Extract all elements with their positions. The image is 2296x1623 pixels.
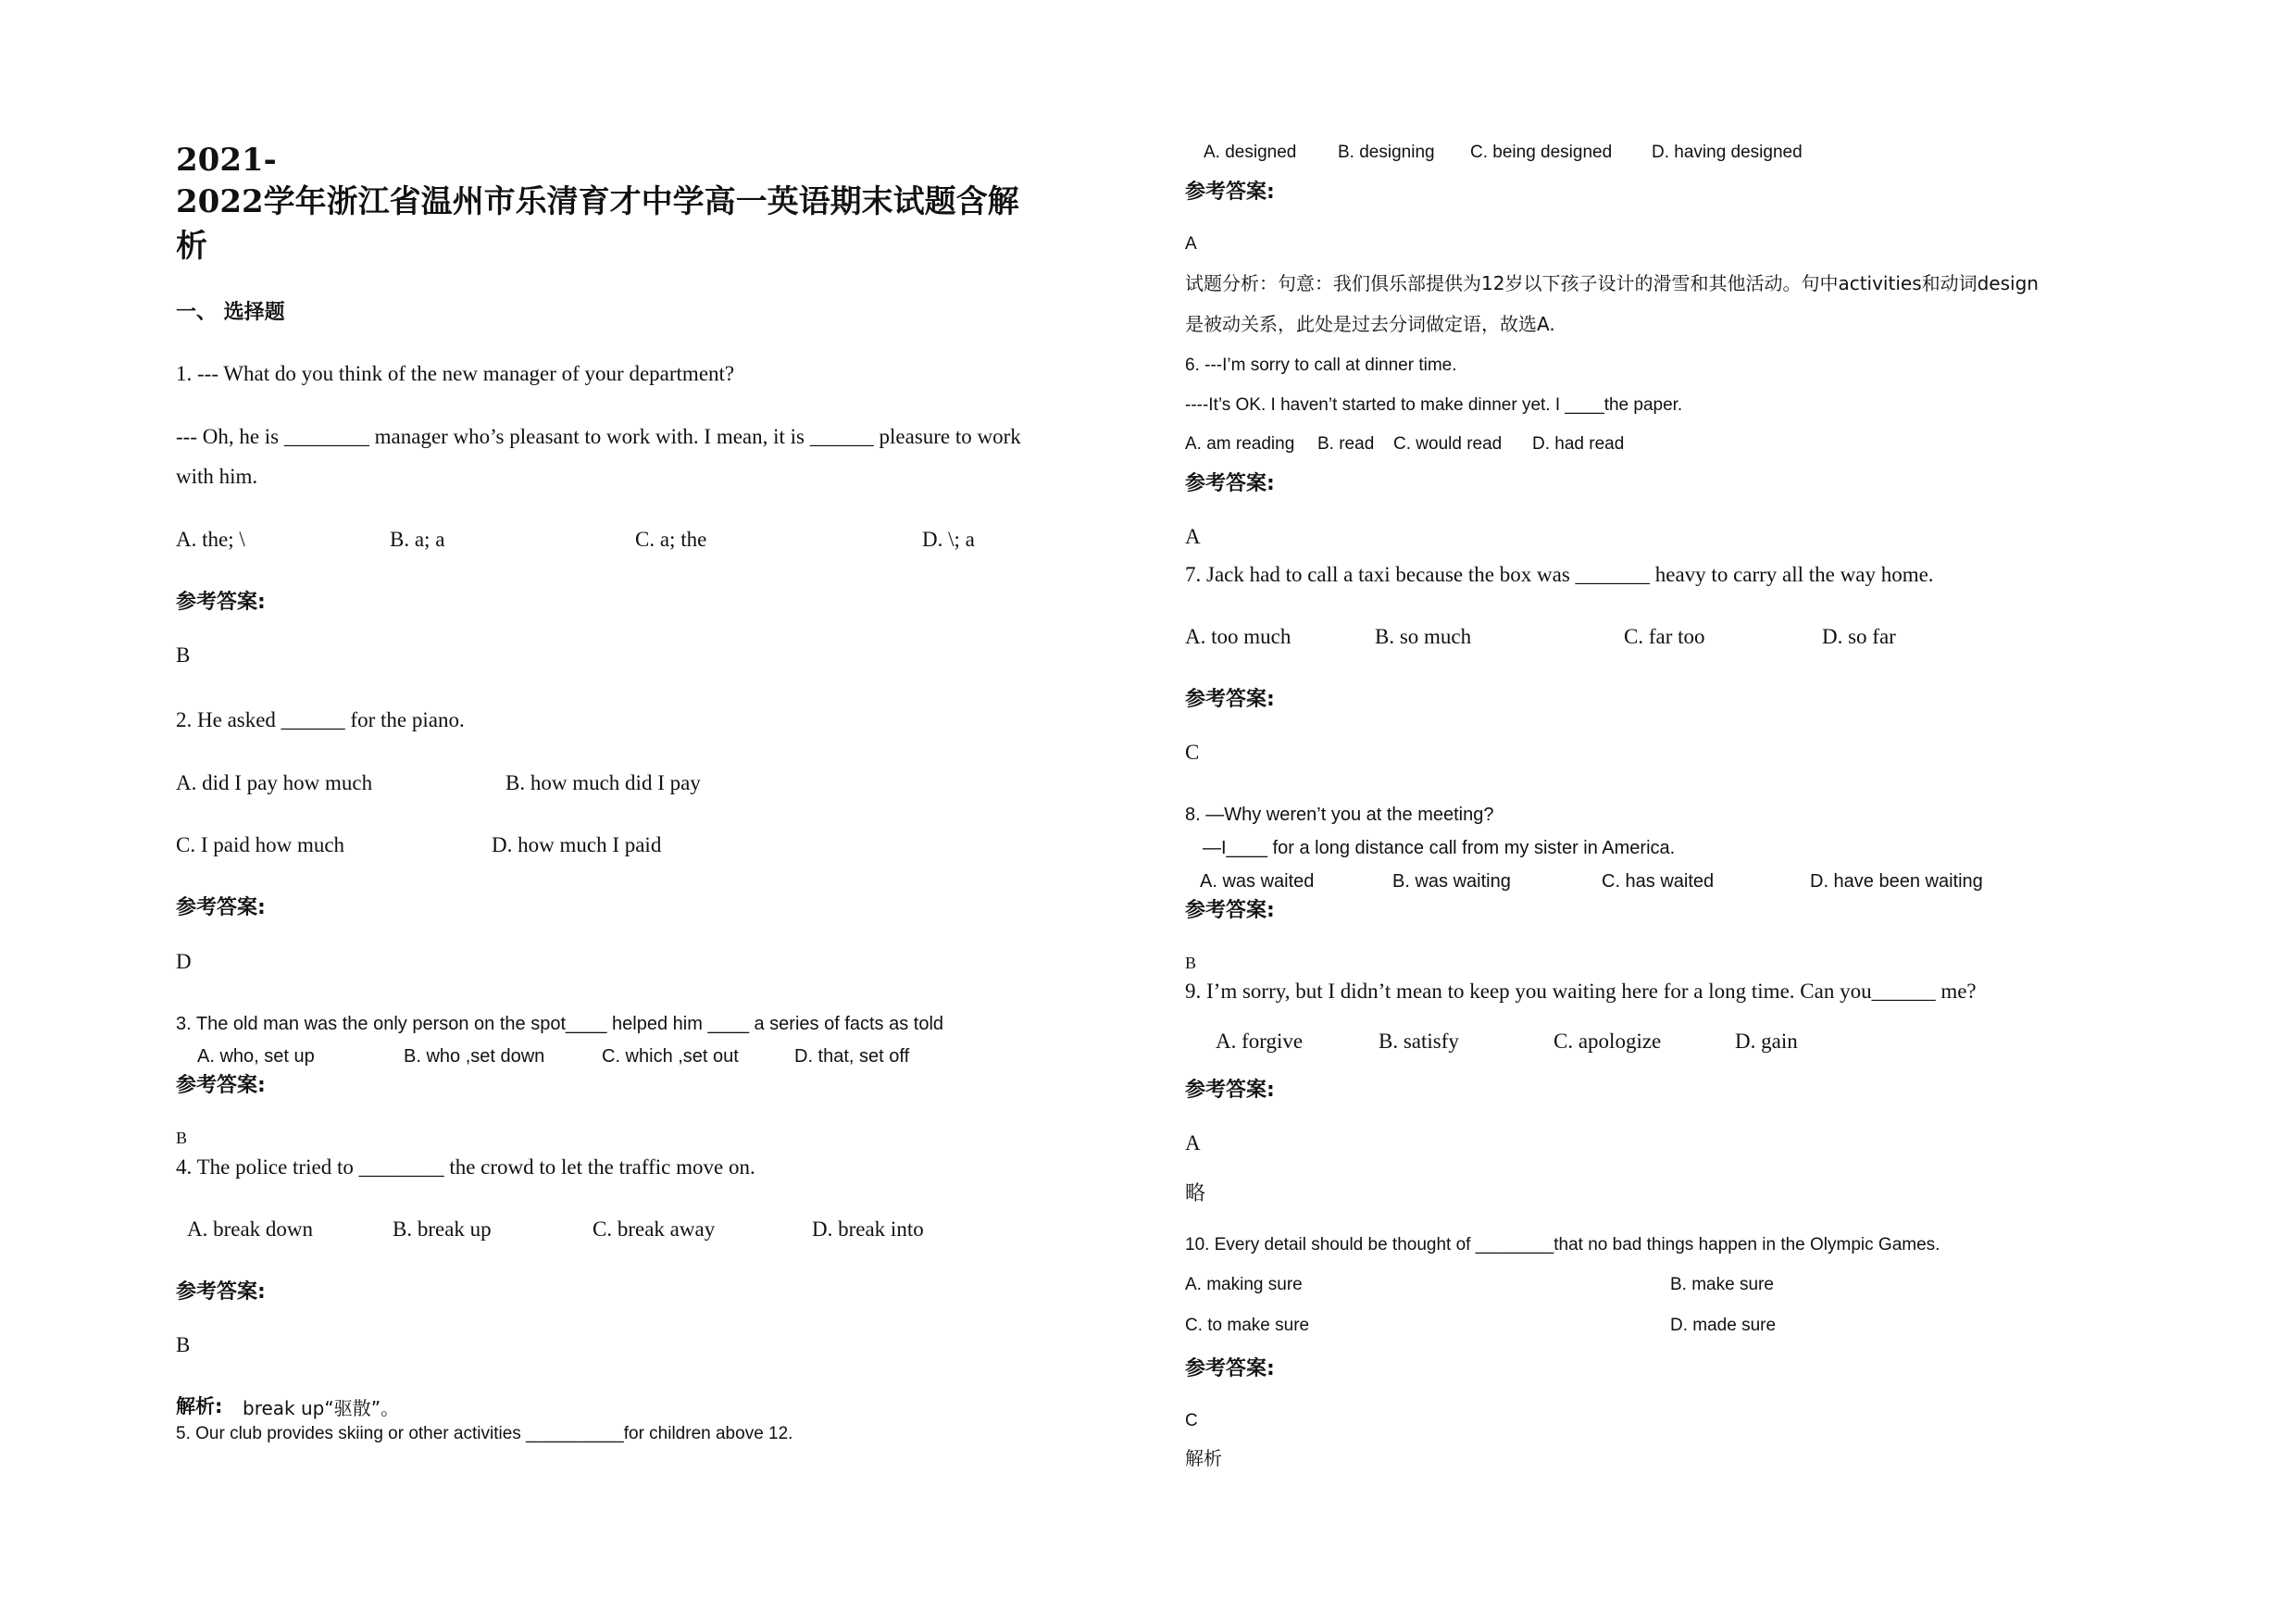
question-2-answer: D xyxy=(176,950,192,973)
question-8-option-b: B. was waiting xyxy=(1392,871,1511,892)
question-3-option-b: B. who ,set down xyxy=(404,1046,545,1067)
question-5-option-d: D. having designed xyxy=(1652,143,1803,162)
exam-title-line-2: 2022学年浙江省温州市乐清育才中学高一英语期末试题含解 xyxy=(176,183,1019,220)
question-8-answer: B xyxy=(1185,954,1197,972)
question-6-option-c: C. would read xyxy=(1393,434,1503,454)
question-3-option-d: D. that, set off xyxy=(794,1046,910,1067)
question-4-explanation: break up“驱散”。 xyxy=(243,1397,400,1419)
question-1-answer: B xyxy=(176,643,191,667)
question-6-option-d: D. had read xyxy=(1532,434,1625,454)
question-4-option-b: B. break up xyxy=(393,1217,492,1241)
question-8-answer-label: 参考答案: xyxy=(1185,899,1275,922)
question-6-stem: 6. ---I’m sorry to call at dinner time. xyxy=(1185,356,1457,375)
question-9-note: 略 xyxy=(1185,1182,1206,1205)
question-6-answer: A xyxy=(1185,525,1201,548)
question-1-option-d: D. \; a xyxy=(922,528,975,551)
question-9-option-c: C. apologize xyxy=(1554,1030,1662,1053)
question-7-option-b: B. so much xyxy=(1375,625,1472,648)
question-2-option-b: B. how much did I pay xyxy=(505,771,701,794)
question-9-option-b: B. satisfy xyxy=(1379,1030,1459,1053)
question-3-stem: 3. The old man was the only person on the spot____ helped him ____ a series of facts as told xyxy=(176,1014,944,1034)
question-5-option-b: B. designing xyxy=(1338,143,1435,162)
question-10-option-d: D. made sure xyxy=(1670,1316,1777,1335)
question-10-note: 解析 xyxy=(1185,1447,1222,1469)
question-2-option-a: A. did I pay how much xyxy=(176,771,373,794)
question-3-option-c: C. which ,set out xyxy=(602,1046,739,1067)
question-2-option-c: C. I paid how much xyxy=(176,833,345,856)
question-10-answer: C xyxy=(1185,1411,1198,1430)
question-8-option-c: C. has waited xyxy=(1602,871,1715,892)
question-9-answer-label: 参考答案: xyxy=(1185,1079,1275,1102)
question-10-option-c: C. to make sure xyxy=(1185,1316,1310,1335)
question-5-option-c: C. being designed xyxy=(1470,143,1613,162)
question-10-option-a: A. making sure xyxy=(1185,1275,1303,1294)
question-8-option-a: A. was waited xyxy=(1200,871,1315,892)
question-9-option-d: D. gain xyxy=(1735,1030,1798,1053)
question-9-option-a: A. forgive xyxy=(1216,1030,1304,1053)
question-8-stem: 8. —Why weren’t you at the meeting? xyxy=(1185,805,1494,825)
question-10-answer-label: 参考答案: xyxy=(1185,1357,1275,1380)
question-5-analysis-line-1: 试题分析：句意：我们俱乐部提供为12岁以下孩子设计的滑雪和其他活动。句中activities和动词design xyxy=(1185,272,2039,294)
question-7-option-c: C. far too xyxy=(1624,625,1705,648)
question-9-answer: A xyxy=(1185,1131,1201,1155)
question-7-answer-label: 参考答案: xyxy=(1185,688,1275,711)
question-5-analysis-line-2: 是被动关系，此处是过去分词做定语，故选A. xyxy=(1185,313,1555,335)
exam-title-line-3: 析 xyxy=(176,228,207,265)
question-2-answer-label: 参考答案: xyxy=(176,896,266,919)
question-1-option-b: B. a; a xyxy=(390,528,445,551)
question-6-line-2: ----It’s OK. I haven’t started to make dinner yet. I ____the paper. xyxy=(1185,395,1683,415)
question-7-option-a: A. too much xyxy=(1185,625,1292,648)
question-7-option-d: D. so far xyxy=(1822,625,1896,648)
question-5-answer-label: 参考答案: xyxy=(1185,181,1275,204)
question-1-stem: 1. --- What do you think of the new manager of your department? xyxy=(176,362,735,385)
question-9-stem: 9. I’m sorry, but I didn’t mean to keep you waiting here for a long time. Can you______ me? xyxy=(1185,980,1977,1003)
question-1-option-c: C. a; the xyxy=(635,528,707,551)
question-7-stem: 7. Jack had to call a taxi because the box was _______ heavy to carry all the way home. xyxy=(1185,563,1934,586)
question-4-answer-label: 参考答案: xyxy=(176,1280,266,1304)
question-2-stem: 2. He asked ______ for the piano. xyxy=(176,708,465,731)
question-3-answer-label: 参考答案: xyxy=(176,1074,266,1097)
question-4-stem: 4. The police tried to ________ the crowd to let the traffic move on. xyxy=(176,1155,755,1179)
question-10-option-b: B. make sure xyxy=(1670,1275,1774,1294)
question-1-line-2: --- Oh, he is ________ manager who’s pleasant to work with. I mean, it is ______ pleasure to work xyxy=(176,425,1021,448)
question-3-option-a: A. who, set up xyxy=(197,1046,315,1067)
question-10-stem: 10. Every detail should be thought of ________that no bad things happen in the Olympic Games. xyxy=(1185,1235,1940,1255)
question-6-option-a: A. am reading xyxy=(1185,434,1295,454)
question-4-explanation-label: 解析: xyxy=(176,1395,223,1417)
question-8-option-d: D. have been waiting xyxy=(1810,871,1983,892)
question-1-option-a: A. the; \ xyxy=(176,528,245,551)
exam-title-line-1: 2021- xyxy=(176,142,277,179)
question-2-option-d: D. how much I paid xyxy=(492,833,662,856)
question-3-answer: B xyxy=(176,1129,188,1147)
question-6-option-b: B. read xyxy=(1317,434,1375,454)
question-4-option-d: D. break into xyxy=(812,1217,924,1241)
section-heading: 一、 选择题 xyxy=(176,301,285,324)
question-5-stem: 5. Our club provides skiing or other activities __________for children above 12. xyxy=(176,1424,793,1443)
question-4-option-c: C. break away xyxy=(593,1217,716,1241)
question-5-answer: A xyxy=(1185,234,1197,254)
question-4-option-a: A. break down xyxy=(187,1217,314,1241)
question-5-option-a: A. designed xyxy=(1204,143,1297,162)
question-4-answer: B xyxy=(176,1333,191,1356)
question-1-answer-label: 参考答案: xyxy=(176,591,266,614)
question-8-line-2: —I____ for a long distance call from my sister in America. xyxy=(1203,838,1676,858)
question-1-line-3: with him. xyxy=(176,465,258,488)
question-7-answer: C xyxy=(1185,741,1200,764)
question-6-answer-label: 参考答案: xyxy=(1185,472,1275,495)
